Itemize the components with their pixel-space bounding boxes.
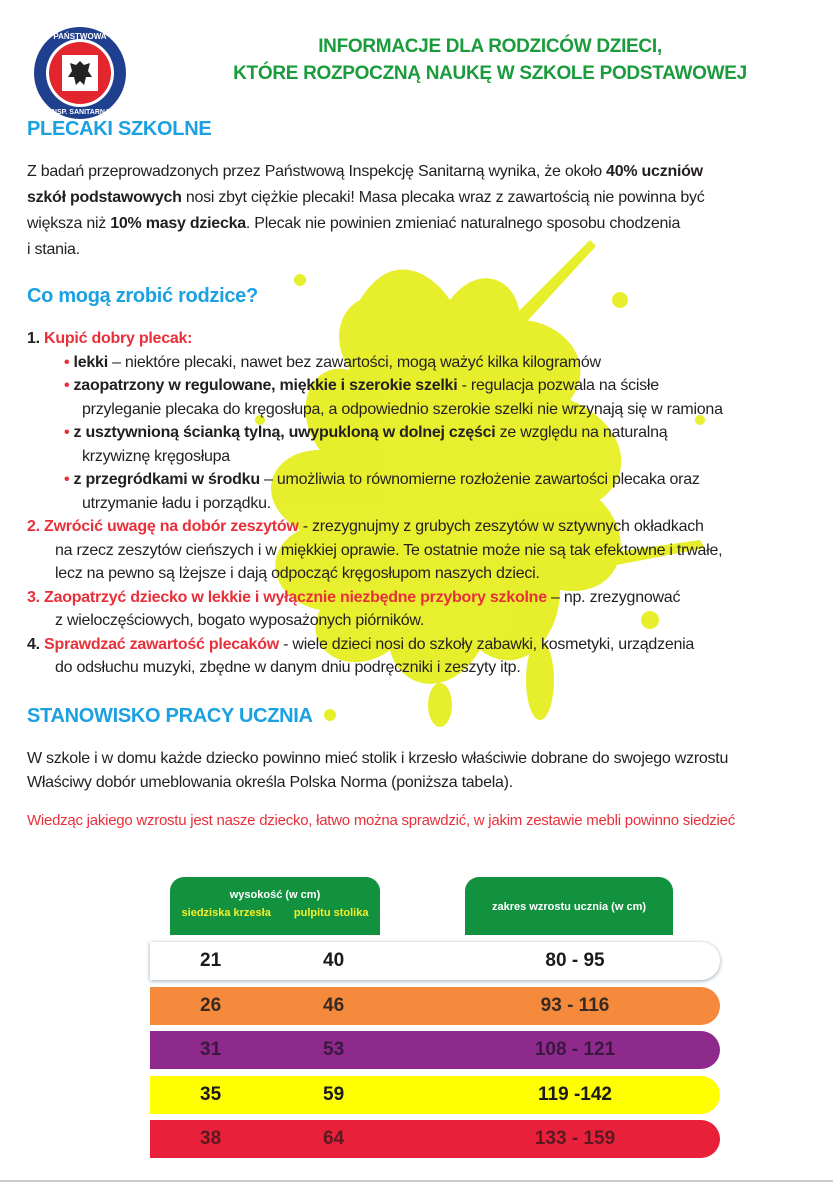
- text-segment: większa niż: [27, 215, 111, 232]
- section-heading-parents: Co mogą zrobić rodzice?: [27, 285, 258, 307]
- text-segment: Zwrócić uwagę na dobór zeszytów: [44, 518, 299, 535]
- text-segment: z usztywnioną ścianką tylną, uwypukloną w dolnej części: [73, 424, 496, 441]
- cell-desk: 53: [323, 1039, 345, 1060]
- text-segment: z przegródkami w środku: [73, 471, 260, 488]
- text-segment: na rzecz zeszytów cieńszych i w miękkiej oprawie. Te ostatnie może nie są tak efektowne i trwałe,: [55, 541, 723, 559]
- workstation-paragraph-line2: Właściwy dobór umeblowania określa Polska Norma (poniższa tabela).: [27, 774, 513, 791]
- text-line: [82, 401, 723, 419]
- text-line: [64, 354, 601, 372]
- section-heading-backpacks: PLECAKI SZKOLNE: [27, 118, 212, 140]
- text-line: [64, 424, 667, 442]
- text-segment: •: [64, 424, 74, 441]
- table-header-height-label: wysokość (w cm): [229, 889, 321, 901]
- table-header-range: [465, 877, 673, 935]
- table-row: [150, 987, 720, 1025]
- text-line: [27, 189, 704, 207]
- text-line: [55, 565, 540, 583]
- column-header-desk: pulpitu stolika: [293, 907, 369, 919]
- table-header-height: [170, 877, 380, 935]
- text-segment: przyleganie plecaka do kręgosłupa, a odpowiednio szerokie szelki nie wrzynają się w ramiona: [82, 400, 723, 418]
- cell-range: 93 - 116: [540, 994, 610, 1016]
- column-header-seat: siedziska krzesła: [181, 907, 271, 919]
- text-line: [27, 163, 703, 181]
- cell-desk: 46: [323, 994, 345, 1016]
- text-line: [55, 542, 722, 560]
- text-segment: – umożliwia to równomierne rozłożenie zawartości plecaka oraz: [259, 471, 700, 488]
- cell-range: 80 - 95: [545, 950, 605, 971]
- text-line: [27, 518, 704, 536]
- text-line: [64, 377, 659, 395]
- cell-desk: 59: [323, 1083, 345, 1105]
- text-segment: 10% masy dziecka: [110, 215, 246, 232]
- text-segment: •: [64, 471, 74, 488]
- cell-desk: 40: [323, 950, 345, 971]
- text-line: [27, 589, 680, 607]
- text-segment: 1.: [27, 330, 45, 347]
- text-line: [64, 471, 700, 489]
- page-title-line1: INFORMACJE DLA RODZICÓW DZIECI,: [318, 36, 662, 57]
- text-line: [27, 215, 680, 233]
- text-line: [27, 330, 192, 348]
- text-segment: do odsłuchu muzyki, zbędne w danym dniu podręczniki i zeszyty itp.: [55, 659, 521, 676]
- text-segment: 2.: [27, 518, 45, 535]
- text-segment: 40% uczniów: [606, 163, 703, 180]
- text-segment: – niektóre plecaki, nawet bez zawartości, mogą ważyć kilka kilogramów: [107, 353, 601, 371]
- cell-seat: 26: [200, 994, 222, 1016]
- table-row: [150, 1120, 720, 1158]
- cell-range: 108 - 121: [534, 1039, 616, 1060]
- text-segment: i stania.: [27, 241, 80, 258]
- table-row: [150, 1031, 720, 1069]
- text-line: [82, 448, 230, 466]
- cell-seat: 38: [200, 1128, 222, 1149]
- text-segment: 4.: [27, 635, 45, 653]
- text-segment: szkół podstawowych: [27, 189, 182, 206]
- text-segment: 3.: [27, 588, 45, 606]
- text-segment: zaopatrzony w regulowane, miękkie i szerokie szelki: [73, 377, 458, 394]
- text-segment: lekki: [73, 353, 108, 371]
- svg-text:PAŃSTWOWA: PAŃSTWOWA: [53, 32, 107, 41]
- workstation-paragraph-line1: W szkole i w domu każde dziecko powinno mieć stolik i krzesło właściwie dobrane do swojego wzrostu: [27, 750, 729, 767]
- text-segment: •: [64, 353, 74, 371]
- cell-range: 133 - 159: [534, 1128, 616, 1149]
- sanitary-inspection-logo: [32, 25, 128, 121]
- text-segment: Sprawdzać zawartość plecaków: [44, 635, 279, 653]
- text-line: [55, 612, 424, 630]
- text-line: [27, 636, 694, 654]
- text-segment: nosi zbyt ciężkie plecaki! Masa plecaka wraz z zawartością nie powinna być: [181, 189, 705, 206]
- text-segment: Z badań przeprowadzonych przez Państwową Inspekcję Sanitarną wynika, że około: [27, 163, 607, 180]
- text-segment: ze względu na naturalną: [495, 424, 668, 441]
- svg-text:INSP. SANITARNA: INSP. SANITARNA: [49, 109, 111, 116]
- text-line: [27, 241, 80, 259]
- text-segment: z wieloczęściowych, bogato wyposażonych piórników.: [55, 612, 425, 629]
- table-note: Wiedząc jakiego wzrostu jest nasze dziecko, łatwo można sprawdzić, w jakim zestawie mebli powinno siedzieć: [27, 812, 735, 829]
- text-segment: – np. zrezygnować: [546, 588, 681, 606]
- table-row: [150, 942, 720, 980]
- text-line: [82, 495, 271, 513]
- text-segment: krzywiznę kręgosłupa: [82, 447, 230, 465]
- text-segment: - zrezygnujmy z grubych zeszytów w sztywnych okładkach: [298, 518, 704, 535]
- section-heading-workstation: STANOWISKO PRACY UCZNIA: [27, 705, 313, 727]
- text-segment: Zaopatrzyć dziecko w lekkie i wyłącznie niezbędne przybory szkolne: [44, 588, 547, 606]
- cell-desk: 64: [323, 1128, 345, 1149]
- text-segment: - regulacja pozwala na ścisłe: [457, 377, 659, 394]
- cell-seat: 21: [200, 950, 222, 971]
- cell-range: 119 -142: [538, 1083, 612, 1105]
- cell-seat: 31: [200, 1039, 222, 1060]
- column-header-range: zakres wzrostu ucznia (w cm): [491, 901, 647, 913]
- text-segment: lecz na pewno są lżejsze i dają odpocząć kręgosłupom naszych dzieci.: [55, 565, 540, 582]
- text-segment: . Plecak nie powinien zmieniać naturalnego sposobu chodzenia: [245, 215, 681, 232]
- table-row: [150, 1076, 720, 1114]
- cell-seat: 35: [200, 1083, 222, 1105]
- text-line: [55, 659, 521, 677]
- page-title-line2: KTÓRE ROZPOCZNĄ NAUKĘ W SZKOLE PODSTAWOWEJ: [233, 63, 747, 84]
- text-segment: •: [64, 377, 74, 394]
- text-segment: utrzymanie ładu i porządku.: [82, 494, 271, 512]
- text-segment: Kupić dobry plecak:: [44, 330, 193, 347]
- bottom-divider: [0, 1180, 833, 1182]
- text-segment: - wiele dzieci nosi do szkoły zabawki, kosmetyki, urządzenia: [278, 635, 695, 653]
